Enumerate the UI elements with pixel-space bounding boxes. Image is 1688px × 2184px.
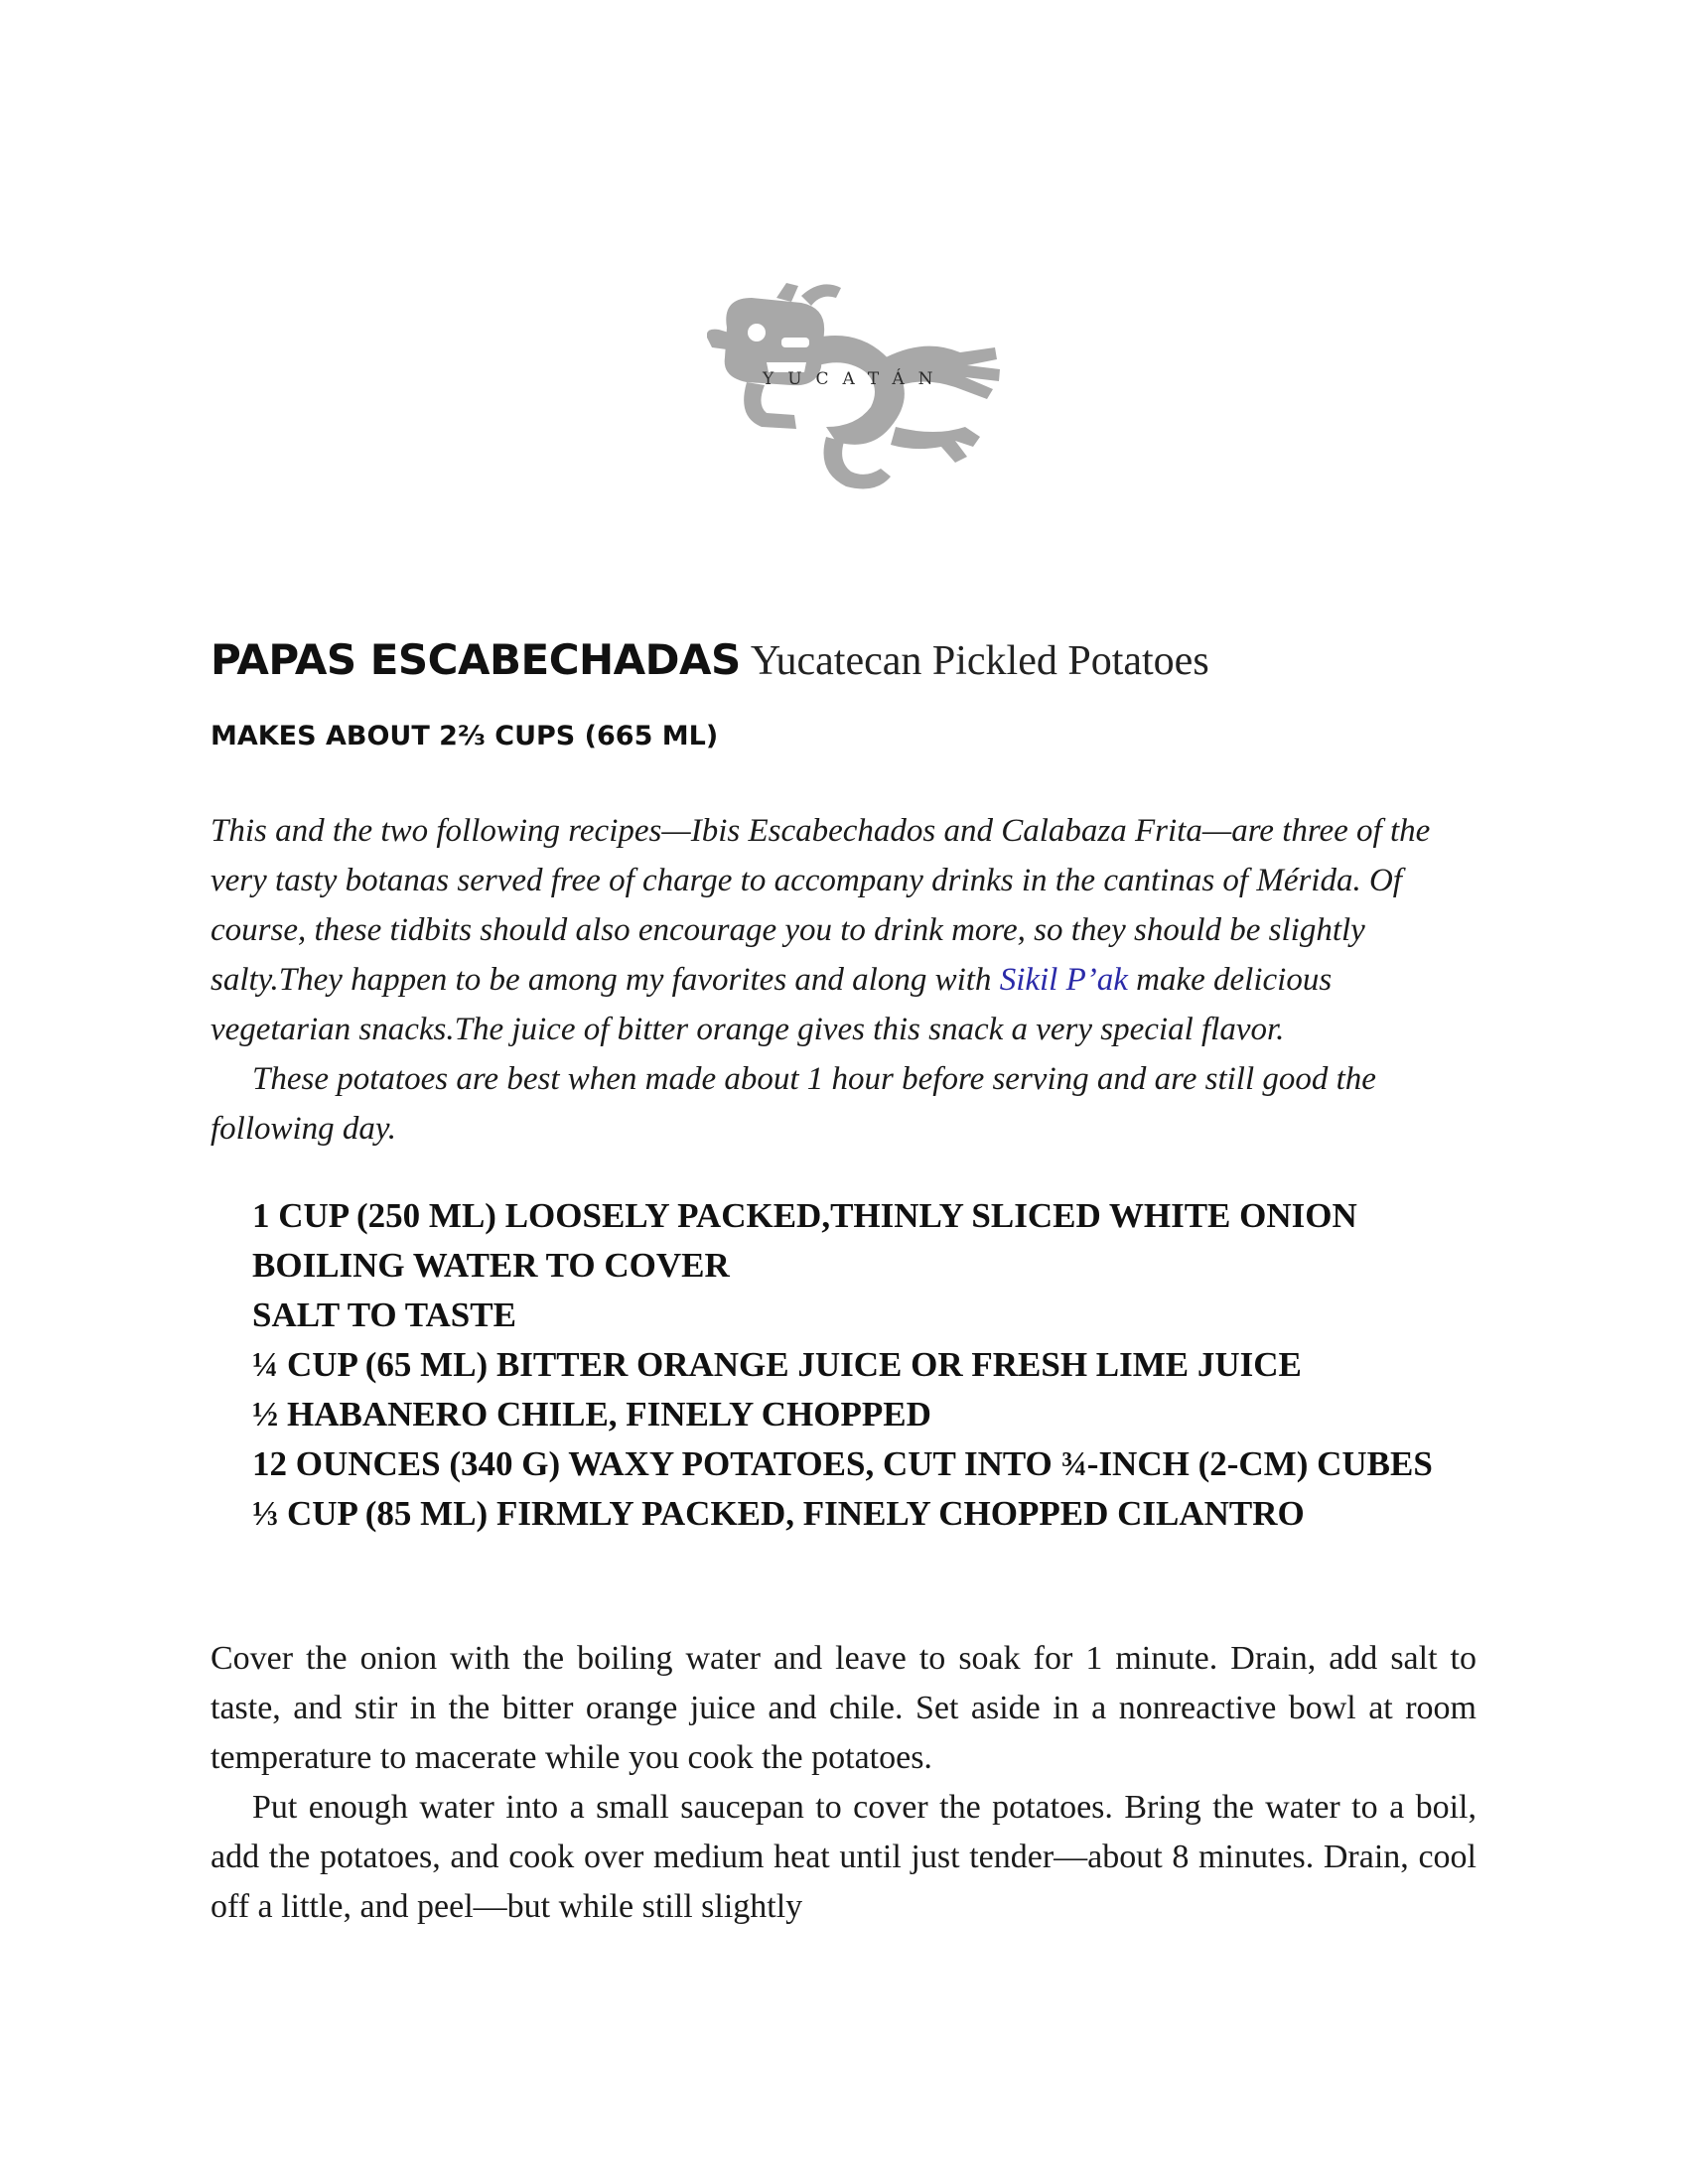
ingredient-list (252, 1191, 1474, 1539)
method-paragraph: Put enough water into a small saucepan to cover the potatoes. Bring the water to a boil, add the potatoes, and cook over medium heat until just tender—about 8 minutes. Drain, cool off a little, and peel—but while still slightly (211, 1789, 1477, 1925)
ingredient-item: 1 CUP (250 ML) LOOSELY PACKED,THINLY SLICED WHITE ONION (252, 1196, 1357, 1235)
ingredient-item: ½ HABANERO CHILE, FINELY CHOPPED (252, 1395, 931, 1433)
sikil-pak-link[interactable]: Sikil P’ak (999, 962, 1128, 998)
intro-text-after-link: make delicious vegetarian snacks.The juice of bitter orange gives this snack a very special flavor. (211, 962, 1333, 1047)
recipe-title-english: Yucatecan Pickled Potatoes (750, 638, 1209, 684)
ingredient-item: ⅓ CUP (85 ML) FIRMLY PACKED, FINELY CHOPPED CILANTRO (252, 1494, 1305, 1533)
ingredient-item: ¼ CUP (65 ML) BITTER ORANGE JUICE OR FRESH LIME JUICE (252, 1345, 1302, 1384)
intro-paragraph: These potatoes are best when made about 1 hour before serving and are still good the following day. (211, 1061, 1376, 1147)
recipe-title-spanish: PAPAS ESCABECHADAS (211, 635, 741, 684)
intro-text-before-link: This and the two following recipes—Ibis Escabechados and Calabaza Frita—are three of the very tasty botanas served free of charge to accompany drinks in the cantinas of Mérida. Of course, these tidbits should also encourage you to drink more, so they should be slightly salty.They happen to be among my favorites and along with (211, 813, 1431, 998)
recipe-title (211, 635, 1477, 685)
intro-paragraph (211, 806, 1447, 1054)
ingredient-item: 12 OUNCES (340 G) WAXY POTATOES, CUT INTO ¾-INCH (2-CM) CUBES (252, 1444, 1433, 1483)
method-paragraph: Cover the onion with the boiling water and leave to soak for 1 minute. Drain, add salt to taste, and stir in the bitter orange juice and chile. Set aside in a nonreactive bowl at room temperature to macerate while you cook the potatoes. (211, 1640, 1477, 1776)
ingredient-item: BOILING WATER TO COVER (252, 1246, 730, 1285)
chapter-logo (707, 278, 1005, 496)
recipe-method (211, 1634, 1477, 1932)
ingredient-item: SALT TO TASTE (252, 1296, 516, 1334)
recipe-yield: MAKES ABOUT 2⅔ CUPS (665 ML) (211, 721, 719, 751)
region-label: YUCATÁN (763, 369, 947, 389)
recipe-intro (211, 806, 1447, 1154)
